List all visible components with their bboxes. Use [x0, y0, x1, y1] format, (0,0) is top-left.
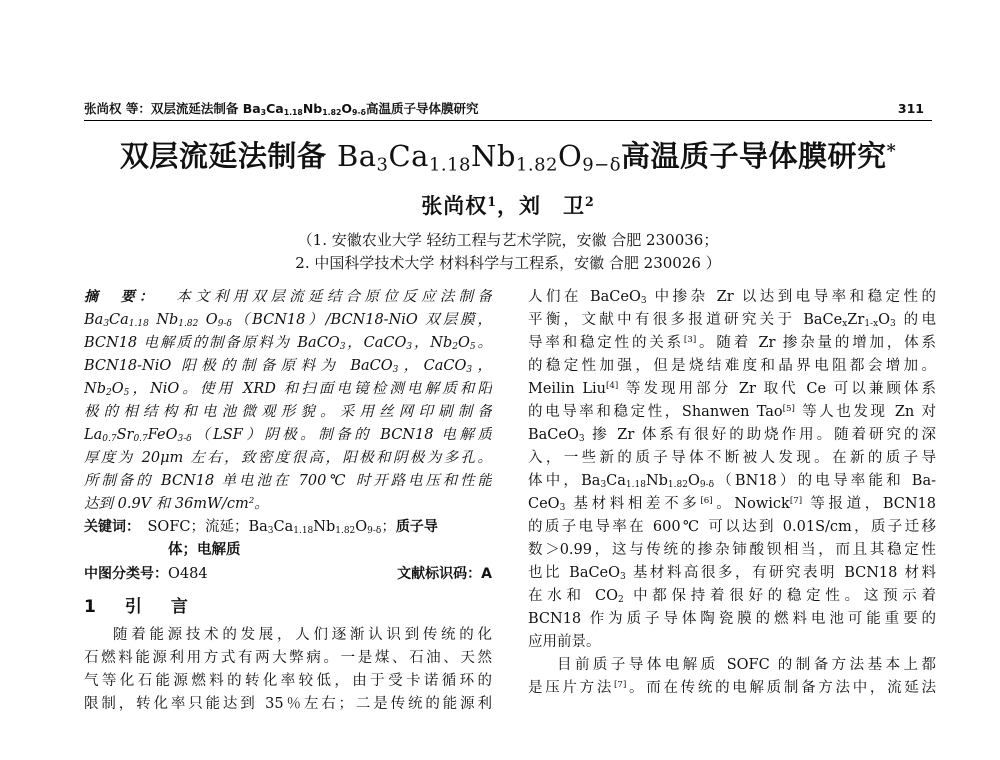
abstract-line: 摘 要： 本文利用双层流延结合原位反应法制备: [84, 289, 492, 305]
paper-title: [84, 134, 932, 175]
body-line: 入，一些新的质子导体不断被人发现。在新的质子导: [528, 450, 936, 466]
doc-code-value: A: [481, 566, 492, 582]
keywords: 关键词： SOFC；流延；$Ba_3Ca_{1.18}Nb_{1.82}O_{9-\delta}$；质子导: [84, 519, 438, 537]
body-line: 目前质子导体电解质 SOFC 的制备方法基本上都: [557, 657, 936, 673]
body-line: 在水和 $CO_2$ 中都保持着很好的稳定性。这预示着: [528, 588, 936, 606]
body-line: 的电导率和稳定性，Shanwen Tao[5] 等人也发现 Zn 对: [528, 404, 936, 420]
affiliation-1: （1. 安徽农业大学 轻纺工程与艺术学院，安徽 合肥 230036；: [297, 231, 719, 249]
title-prefix: 双层流延法制备: [119, 139, 337, 173]
body-line: 的质子电导率在 600℃ 可以达到 0.01S/cm，质子迁移: [528, 519, 936, 535]
keywords-label: 关键词：: [84, 519, 133, 535]
title-footnote-mark: *: [886, 141, 897, 162]
body-line: 的稳定性加强，但是烧结难度和晶界电阻都会增加。: [528, 358, 936, 374]
author-separator: ，: [497, 193, 519, 218]
body-line: 体中，$Ba_3Ca_{1.18}Nb_{1.82}O_{9-\delta}(BN18)$的电导率能和 Ba-: [528, 473, 936, 491]
abstract-line: $Nb_2O_5$，NiO。使用 XRD 和扫面电镜检测电解质和阳: [84, 381, 492, 399]
abstract-line: BCN18 电解质的制备原料为 BaCO$_3$，CaCO$_3$，$Nb_2O_5$。: [84, 335, 492, 353]
body-line: 平衡，文献中有很多报道研究关于 $BaCe_xZr_{1-x}O_3$ 的电: [528, 312, 936, 330]
keywords-continued: 体；电解质: [168, 542, 241, 558]
right-column: [528, 286, 936, 700]
clc-value: O484: [168, 566, 208, 582]
author-2: 刘 卫: [519, 193, 585, 218]
section-heading: 1 引 言: [84, 597, 194, 617]
abstract-line: BCN18-NiO 阳极的制备原料为 BaCO$_3$，CaCO$_3$，: [84, 358, 492, 376]
title-suffix: 高温质子导体膜研究: [621, 139, 887, 173]
body-line: CeO$_3$ 基材料相差不多[6]。Nowick[7] 等报道，BCN18: [528, 496, 936, 514]
body-line: 数＞0.99，这与传统的掺杂铈酸钡相当，而且其稳定性: [528, 542, 936, 558]
body-line: 气等化石能源燃料的转化率较低，由于受卡诺循环的: [84, 673, 492, 689]
abstract-line: $La_{0.7}Sr_{0.7}FeO_{3-\delta}(LSF)$阴极。制备的 BCN18 电解质: [84, 427, 492, 445]
body-line: 石燃料能源利用方式有两大弊病。一是煤、石油、天然: [84, 650, 492, 666]
authors: [84, 190, 932, 220]
abstract-line: 极的相结构和电池微观形貌。采用丝网印刷制备: [84, 404, 492, 420]
abstract-line: 厚度为 20μm 左右，致密度很高，阳极和阴极为多孔。: [84, 450, 492, 466]
body-line: 导率和稳定性的关系[3]。随着 Zr 掺杂量的增加，体系: [528, 335, 936, 351]
page-number: 311: [897, 101, 924, 116]
body-line: BCN18 作为质子导体陶瓷膜的燃料电池可能重要的: [528, 611, 936, 627]
abstract-line: 达到 0.9V 和 $36mW/cm^2$。: [84, 496, 269, 512]
affiliation-2: 2. 中国科学技术大学 材料科学与工程系，安徽 合肥 230026 ）: [295, 254, 721, 272]
running-header: [84, 100, 932, 121]
clc-label: 中图分类号：: [84, 566, 168, 582]
author-1: 张尚权: [421, 193, 488, 218]
left-column: [84, 286, 492, 716]
body-line: 人们在 BaCeO$_3$ 中掺杂 Zr 以达到电导率和稳定性的: [528, 289, 936, 307]
body-line: 限制，转化率只能达到 35％左右；二是传统的能源利: [84, 696, 492, 712]
body-line: BaCeO$_3$ 掺 Zr 体系有很好的助烧作用。随着研究的深: [528, 427, 936, 445]
author-1-affil-mark: 1: [487, 194, 497, 210]
classification-row: [84, 562, 492, 586]
body-line: 是压片方法[7]。而在传统的电解质制备方法中，流延法: [528, 680, 936, 696]
abstract-line: 所制备的 BCN18 单电池在 700℃ 时开路电压和性能: [84, 473, 492, 489]
abstract-line: $Ba_3Ca_{1.18}$ $Nb_{1.82}$ $O_{9-\delta}(BCN18)/BCN18$-NiO 双层膜，: [84, 312, 492, 330]
author-2-affil-mark: 2: [585, 194, 595, 210]
body-line: 应用前景。: [528, 634, 601, 650]
abstract-label: 摘 要：: [84, 289, 158, 305]
title-formula: $Ba_3Ca_{1.18}Nb_{1.82}O_{9-\delta}$: [336, 139, 622, 176]
body-line: 随着能源技术的发展，人们逐渐认识到传统的化: [113, 627, 492, 643]
running-header-text: 张尚权 等：双层流延法制备 $Ba_3Ca_{1.18}Nb_{1.82}O_{9-\delta}$高温质子导体膜研究: [84, 101, 479, 117]
body-line: 也比 BaCeO$_3$ 基材料高很多，有研究表明 BCN18 材料: [528, 565, 936, 583]
doc-code-label: 文献标识码：: [397, 566, 482, 582]
body-line: Meilin Liu[4] 等发现用部分 Zr 取代 Ce 可以兼顾体系: [528, 381, 936, 397]
